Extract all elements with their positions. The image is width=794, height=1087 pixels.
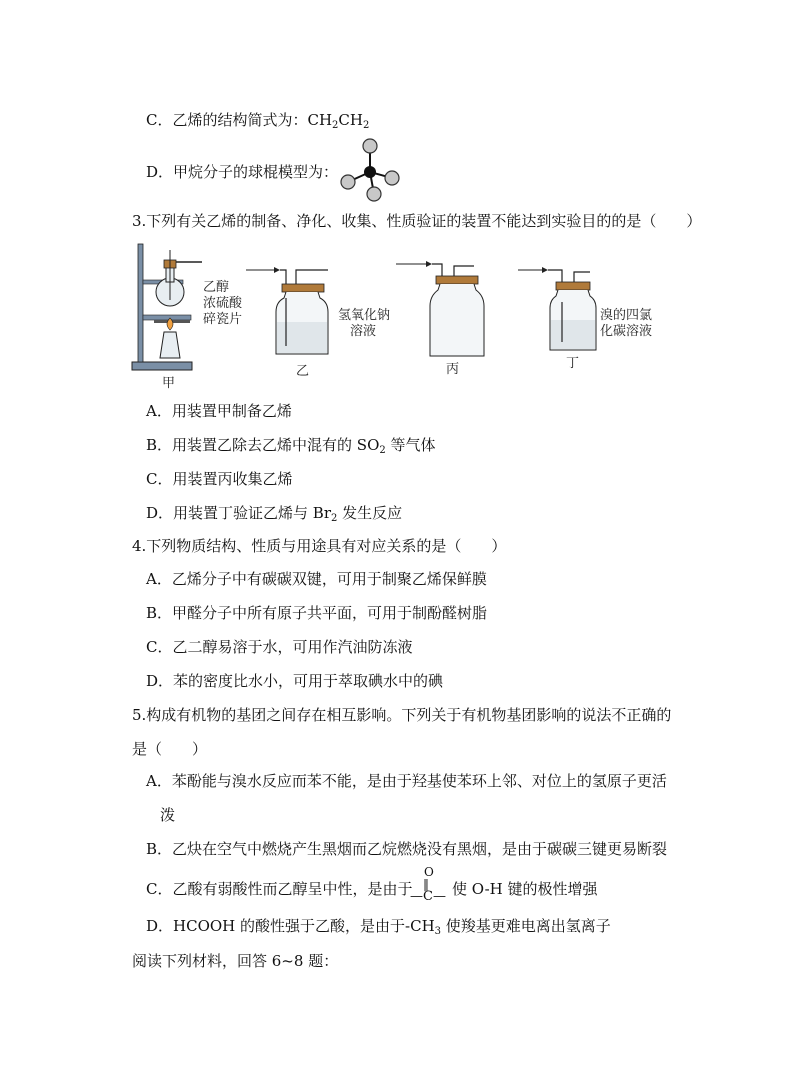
q4-option-a: A．乙烯分子中有碳碳双键，可用于制聚乙烯保鲜膜: [146, 570, 487, 588]
ding-label: 丁: [566, 356, 580, 371]
q4-option-b: B．甲醛分子中所有原子共平面，可用于制酚醛树脂: [146, 604, 488, 622]
jia-reagent-2: 浓硫酸: [203, 296, 243, 311]
q4-option-d: D．苯的密度比水小，可用于萃取碘水中的碘: [146, 672, 444, 690]
q3-option-a: A．用装置甲制备乙烯: [146, 402, 292, 420]
jia-label: 甲: [162, 376, 176, 391]
q5-stem-line-1: 5.构成有机物的基团之间存在相互影响。下列关于有机物基团影响的说法不正确的: [132, 706, 672, 724]
q3-stem: 3.下列有关乙烯的制备、净化、收集、性质验证的装置不能达到实验目的的是（ ）: [132, 212, 702, 230]
q5-option-c-suffix: 使 O-H 键的极性增强: [452, 880, 598, 898]
carbonyl-group: —C—: [410, 889, 446, 904]
apparatus-yi: [246, 258, 336, 358]
q5-option-d: D．HCOOH 的酸性强于乙酸，是由于$-CH_3$ 使羧基更难电离出氢离子: [146, 917, 611, 937]
ding-reagent-line-1: 溴的四氯: [600, 308, 653, 323]
apparatus-ding: [518, 262, 598, 354]
q5-stem-line-2: 是（ ）: [132, 740, 208, 758]
q4-option-c: C．乙二醇易溶于水，可用作汽油防冻液: [146, 638, 413, 656]
q5-option-b: B．乙炔在空气中燃烧产生黑烟而乙烷燃烧没有黑烟，是由于碳碳三键更易断裂: [146, 840, 668, 858]
q3-option-d: D．用装置丁验证乙烯与 $Br_2$ 发生反应: [146, 504, 403, 524]
q3-option-b: B．用装置乙除去乙烯中混有的 $SO_2$ 等气体: [146, 436, 436, 456]
q3-option-c: C．用装置丙收集乙烯: [146, 470, 293, 488]
option-c-ethylene-formula: C．乙烯的结构简式为：$CH_2CH_2$: [146, 111, 370, 131]
methane-ball-stick-model: [336, 138, 400, 202]
bing-label: 丙: [446, 362, 460, 377]
yi-reagent-line-2: 溶液: [350, 324, 377, 339]
reading-instruction: 阅读下列材料，回答 6~8 题：: [132, 952, 339, 970]
q5-option-a-line-1: A．苯酚能与溴水反应而苯不能，是由于羟基使苯环上邻、对位上的氢原子更活: [146, 772, 667, 790]
carbonyl-double-bond: ‖: [423, 877, 429, 891]
yi-reagent-line-1: 氢氧化钠: [338, 308, 391, 323]
q4-stem: 4.下列物质结构、性质与用途具有对应关系的是（ ）: [132, 537, 507, 555]
carbonyl-oxygen: O: [424, 865, 434, 879]
ding-reagent-line-2: 化碳溶液: [600, 324, 653, 339]
q5-option-c-prefix: C．乙酸有弱酸性而乙醇呈中性，是由于: [146, 880, 413, 898]
jia-reagent-1: 乙醇: [203, 280, 230, 295]
option-d-methane-model: D．甲烷分子的球棍模型为：: [146, 163, 339, 181]
jia-reagent-3: 碎瓷片: [203, 312, 243, 327]
q5-option-a-line-2: 泼: [160, 806, 176, 824]
apparatus-bing: [396, 256, 486, 360]
yi-label: 乙: [296, 364, 310, 379]
